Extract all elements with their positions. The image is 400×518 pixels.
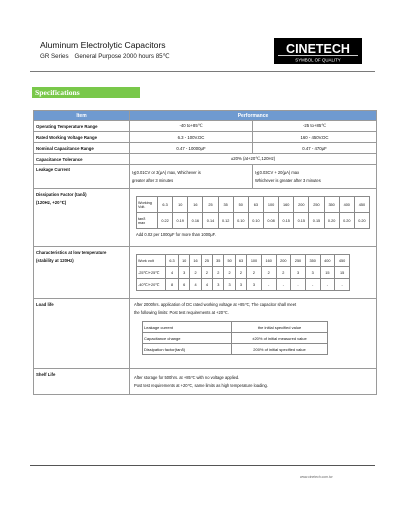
cell-value: -40 to+85℃ (130, 121, 253, 132)
section-title: Specifications (32, 87, 140, 98)
specifications-table (33, 110, 377, 395)
load-life-text: the following limits: Post test requirements at +20℃. (134, 310, 229, 315)
inner-cell: 50 (233, 197, 248, 213)
inner-cell: 3 (305, 267, 320, 279)
cell-value (130, 165, 253, 189)
leakage-line: I≦0.01CV or 3(μA) max, Whichever is (132, 169, 201, 175)
table-row (34, 154, 377, 165)
dissipation-condition: (120Hz, +20℃) (36, 200, 67, 205)
inner-cell: 3 (179, 267, 190, 279)
inner-cell: 2 (247, 267, 262, 279)
inner-cell: 0.22 (158, 213, 173, 229)
inner-cell: 3 (291, 267, 306, 279)
inner-cell: 6.3 (158, 197, 173, 213)
inner-cell: 0.20 (324, 213, 339, 229)
inner-cell: 0.10 (248, 213, 263, 229)
inner-cell: 15 (320, 267, 335, 279)
inner-cell: 3 (213, 279, 224, 291)
shelf-life-text: Post test requirements at +20℃, same limits as high temperature loading. (134, 382, 268, 388)
company-logo (274, 38, 362, 64)
inner-cell: 16 (190, 255, 201, 267)
inner-cell: 6.3 (166, 255, 179, 267)
footer-text: www.cinetech.com.tw (300, 475, 333, 479)
table-row (34, 143, 377, 154)
load-life-table (142, 321, 328, 355)
inner-cell: 2 (235, 267, 246, 279)
logo-text: CINETECH (286, 42, 350, 56)
inner-cell: 0.20 (339, 213, 354, 229)
low-temp-condition: (stability at 120Hz) (36, 258, 74, 263)
leakage-line: Whichever is greater after 3 minutes (255, 177, 321, 183)
inner-cell: 6 (179, 279, 190, 291)
inner-cell: 350 (324, 197, 339, 213)
load-life-limit: ±20% of initial measured value (232, 333, 328, 344)
inner-cell: 250 (291, 255, 306, 267)
load-life-text: After 2000hrs. application of DC rated working voltage at +85℃, The capacitor shall meet (134, 302, 297, 307)
cell-value: 0.47 - 470μF (253, 143, 377, 154)
inner-cell: 200 (294, 197, 309, 213)
load-life-row (143, 322, 328, 333)
table-row (34, 121, 377, 132)
inner-cell: 35 (213, 255, 224, 267)
inner-cell: 3 (247, 279, 262, 291)
inner-row-label: -40℃/+20℃ (137, 279, 166, 291)
row-label: Shelf Life (34, 369, 130, 395)
leakage-line: I≦0.03CV + 20(μA) max (255, 169, 300, 175)
inner-cell: 4 (201, 279, 212, 291)
cell-value: 6.3 - 100V.DC (130, 132, 253, 143)
inner-cell: 0.15 (309, 213, 324, 229)
inner-cell: 63 (235, 255, 246, 267)
cell-value: -25 to+85℃ (253, 121, 377, 132)
row-label (34, 189, 130, 247)
inner-row-label: Work volt (137, 255, 166, 267)
footer-rule (30, 465, 375, 466)
row-label: Nominal Capacitance Range (34, 143, 130, 154)
row-label (34, 247, 130, 299)
cell-value (130, 369, 377, 395)
cell-value: 0.47 - 10000μF (130, 143, 253, 154)
inner-cell: - (335, 279, 350, 291)
row-label: Operating Temperature Range (34, 121, 130, 132)
inner-cell: 4 (190, 279, 201, 291)
dissipation-table (136, 196, 370, 229)
cell-value (130, 299, 377, 369)
load-life-criterion: Leakage current (143, 322, 232, 333)
inner-cell: 250 (309, 197, 324, 213)
load-life-limit: the initial specified value (232, 322, 328, 333)
inner-cell: 2 (213, 267, 224, 279)
cell-value: 160 - 450V.DC (253, 132, 377, 143)
inner-cell: 25 (203, 197, 218, 213)
load-life-row (143, 344, 328, 355)
inner-cell: 0.15 (279, 213, 294, 229)
inner-cell: 2 (190, 267, 201, 279)
inner-cell: - (320, 279, 335, 291)
table-row (34, 247, 377, 299)
inner-row-label: -25℃/+25℃ (137, 267, 166, 279)
load-life-row (143, 333, 328, 344)
shelf-life-text: After storage for 500hrs. at +85℃ with no voltage applied. (134, 374, 240, 380)
table-row (34, 132, 377, 143)
leakage-line: greater after 3 minutes (132, 177, 174, 183)
load-life-criterion: Dissipation factor(tanδ) (143, 344, 232, 355)
inner-cell: 2 (261, 267, 276, 279)
inner-cell: 450 (354, 197, 369, 213)
row-label: Load life (34, 299, 130, 369)
dissipation-label: Dissipation Factor (tanδ) (36, 192, 87, 197)
inner-cell: 200 (276, 255, 291, 267)
series-description: General Purpose 2000 hours 85℃ (74, 53, 170, 60)
inner-cell: 3 (235, 279, 246, 291)
inner-cell: 0.10 (233, 213, 248, 229)
load-life-criterion: Capacitance change (143, 333, 232, 344)
document-title: Aluminum Electrolytic Capacitors (40, 40, 166, 50)
column-header-performance: Performance (130, 111, 377, 121)
low-temp-table (136, 254, 350, 291)
table-row (34, 165, 377, 189)
table-row (34, 189, 377, 247)
inner-cell: 63 (248, 197, 263, 213)
inner-cell: 160 (261, 255, 276, 267)
load-life-limit: 200% of initial specified value (232, 344, 328, 355)
inner-cell: - (276, 279, 291, 291)
inner-cell: 2 (276, 267, 291, 279)
inner-cell: 160 (279, 197, 294, 213)
inner-row-label: tanδ max (137, 213, 158, 229)
table-header-row (34, 111, 377, 121)
inner-cell: 100 (263, 197, 278, 213)
inner-cell: 25 (201, 255, 212, 267)
column-header-item: Item (34, 111, 130, 121)
inner-cell: 50 (224, 255, 235, 267)
inner-cell: 0.19 (173, 213, 188, 229)
inner-cell: 4 (166, 267, 179, 279)
inner-cell: 8 (166, 279, 179, 291)
inner-cell: 400 (339, 197, 354, 213)
cell-value: ±20% (at+20℃,120Hz) (130, 154, 377, 165)
row-label: Capacitance Tolerance (34, 154, 130, 165)
inner-cell: 35 (218, 197, 233, 213)
inner-cell: 3 (224, 279, 235, 291)
inner-cell: 10 (179, 255, 190, 267)
inner-cell: 16 (188, 197, 203, 213)
header-rule (30, 71, 375, 72)
inner-cell: 0.16 (188, 213, 203, 229)
inner-cell: 0.12 (218, 213, 233, 229)
cell-value (130, 247, 377, 299)
table-row (34, 299, 377, 369)
cell-value (130, 189, 377, 247)
inner-cell: 450 (335, 255, 350, 267)
inner-cell: - (291, 279, 306, 291)
inner-cell: 2 (201, 267, 212, 279)
logo-tagline: SYMBOL OF QUALITY (295, 57, 341, 63)
inner-cell: 2 (224, 267, 235, 279)
inner-cell: 350 (305, 255, 320, 267)
table-row (34, 369, 377, 395)
low-temp-label: Characteristics at low temperature (36, 250, 107, 255)
document-subtitle (40, 53, 170, 60)
inner-cell: 0.15 (294, 213, 309, 229)
inner-cell: 400 (320, 255, 335, 267)
inner-cell: 0.08 (263, 213, 278, 229)
series-name: GR Series (40, 53, 69, 60)
dissipation-note: Add 0.02 per 1000μF for more than 1000μF. (136, 232, 216, 237)
row-label: Rated Working Voltage Range (34, 132, 130, 143)
cell-value (253, 165, 377, 189)
inner-cell: - (305, 279, 320, 291)
inner-cell: 10 (173, 197, 188, 213)
inner-row-label: Working Volt. (137, 197, 158, 213)
inner-cell: - (261, 279, 276, 291)
inner-cell: 100 (247, 255, 262, 267)
row-label: Leakage Current (34, 165, 130, 189)
inner-cell: 15 (335, 267, 350, 279)
inner-cell: 0.20 (354, 213, 369, 229)
inner-cell: 0.14 (203, 213, 218, 229)
